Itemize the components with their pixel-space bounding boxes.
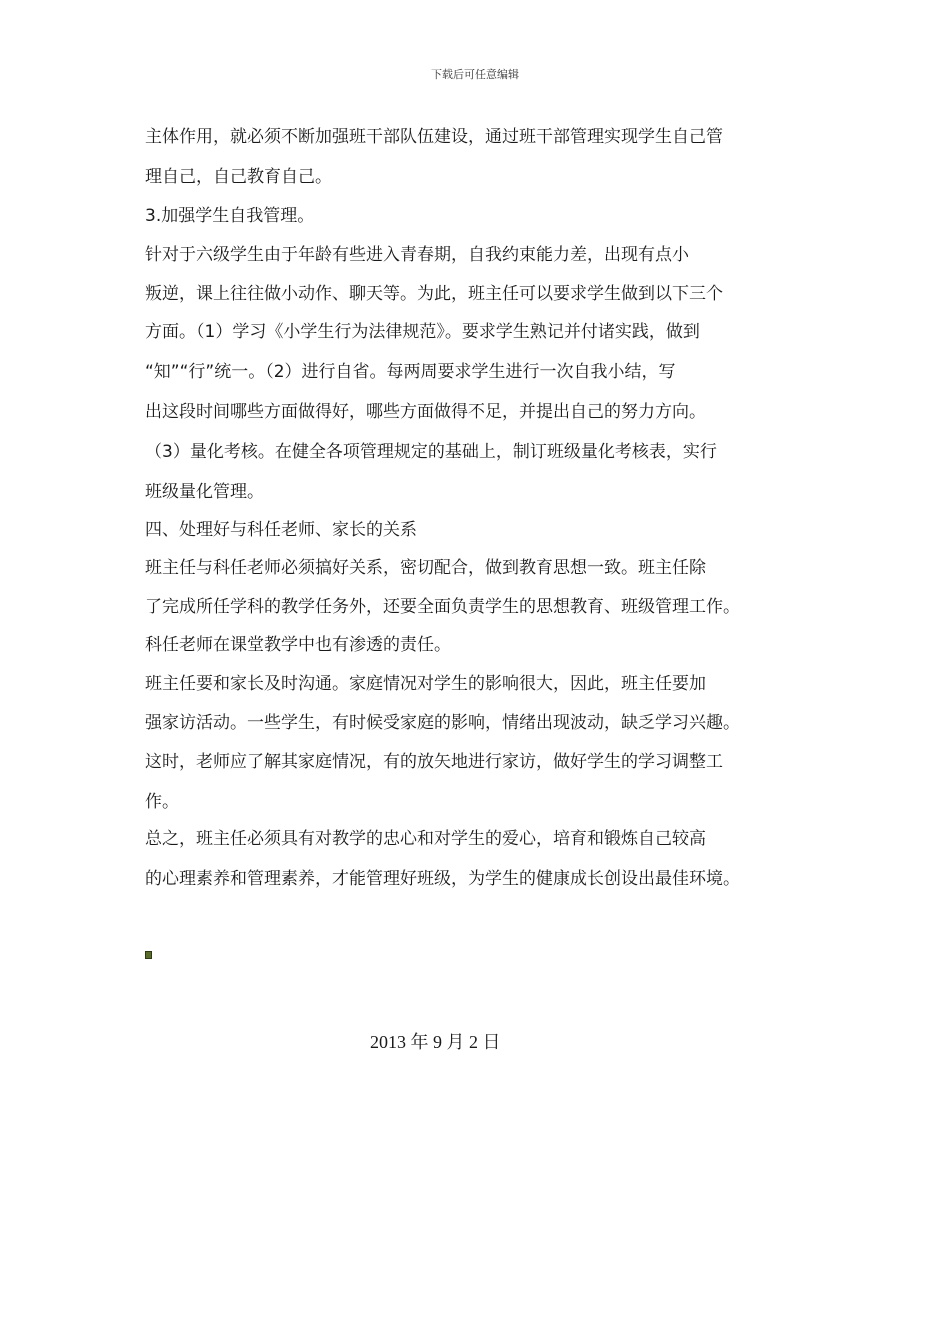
body-line: 3.加强学生自我管理。	[145, 206, 315, 226]
body-line: 这时，老师应了解其家庭情况，有的放矢地进行家访，做好学生的学习调整工	[145, 752, 723, 772]
body-line: 出这段时间哪些方面做得好，哪些方面做得不足，并提出自己的努力方向。	[145, 402, 706, 422]
body-line: 理自己，自己教育自己。	[145, 167, 332, 187]
body-line: “知”“行”统一。（2）进行自省。每两周要求学生进行一次自我小结，写	[145, 362, 676, 382]
body-line: 班主任要和家长及时沟通。家庭情况对学生的影响很大，因此，班主任要加	[145, 674, 706, 694]
body-line: 主体作用，就必须不断加强班干部队伍建设，通过班干部管理实现学生自己管	[145, 127, 723, 147]
image-placeholder-icon	[145, 951, 152, 959]
body-line: 班级量化管理。	[145, 482, 264, 502]
body-line: 班主任与科任老师必须搞好关系，密切配合，做到教育思想一致。班主任除	[145, 558, 706, 578]
body-line: 作。	[145, 792, 179, 812]
body-line: 方面。（1）学习《小学生行为法律规范》。要求学生熟记并付诸实践，做到	[145, 322, 700, 342]
body-line: （3）量化考核。在健全各项管理规定的基础上，制订班级量化考核表，实行	[145, 442, 717, 462]
body-line: 总之，班主任必须具有对教学的忠心和对学生的爱心，培育和锻炼自己较高	[145, 829, 706, 849]
header-note: 下载后可任意编辑	[431, 68, 519, 81]
body-line: 了完成所任学科的教学任务外，还要全面负责学生的思想教育、班级管理工作。	[145, 597, 740, 617]
body-line: 科任老师在课堂教学中也有渗透的责任。	[145, 635, 451, 655]
body-line: 强家访活动。一些学生，有时候受家庭的影响，情绪出现波动，缺乏学习兴趣。	[145, 713, 740, 733]
body-line: 叛逆，课上往往做小动作、聊天等。为此，班主任可以要求学生做到以下三个	[145, 284, 723, 304]
section-heading: 四、处理好与科任老师、家长的关系	[145, 520, 417, 540]
document-date: 2013 年 9 月 2 日	[370, 1032, 501, 1052]
body-line: 针对于六级学生由于年龄有些进入青春期，自我约束能力差，出现有点小	[145, 245, 689, 265]
body-line: 的心理素养和管理素养，才能管理好班级，为学生的健康成长创设出最佳环境。	[145, 869, 740, 889]
